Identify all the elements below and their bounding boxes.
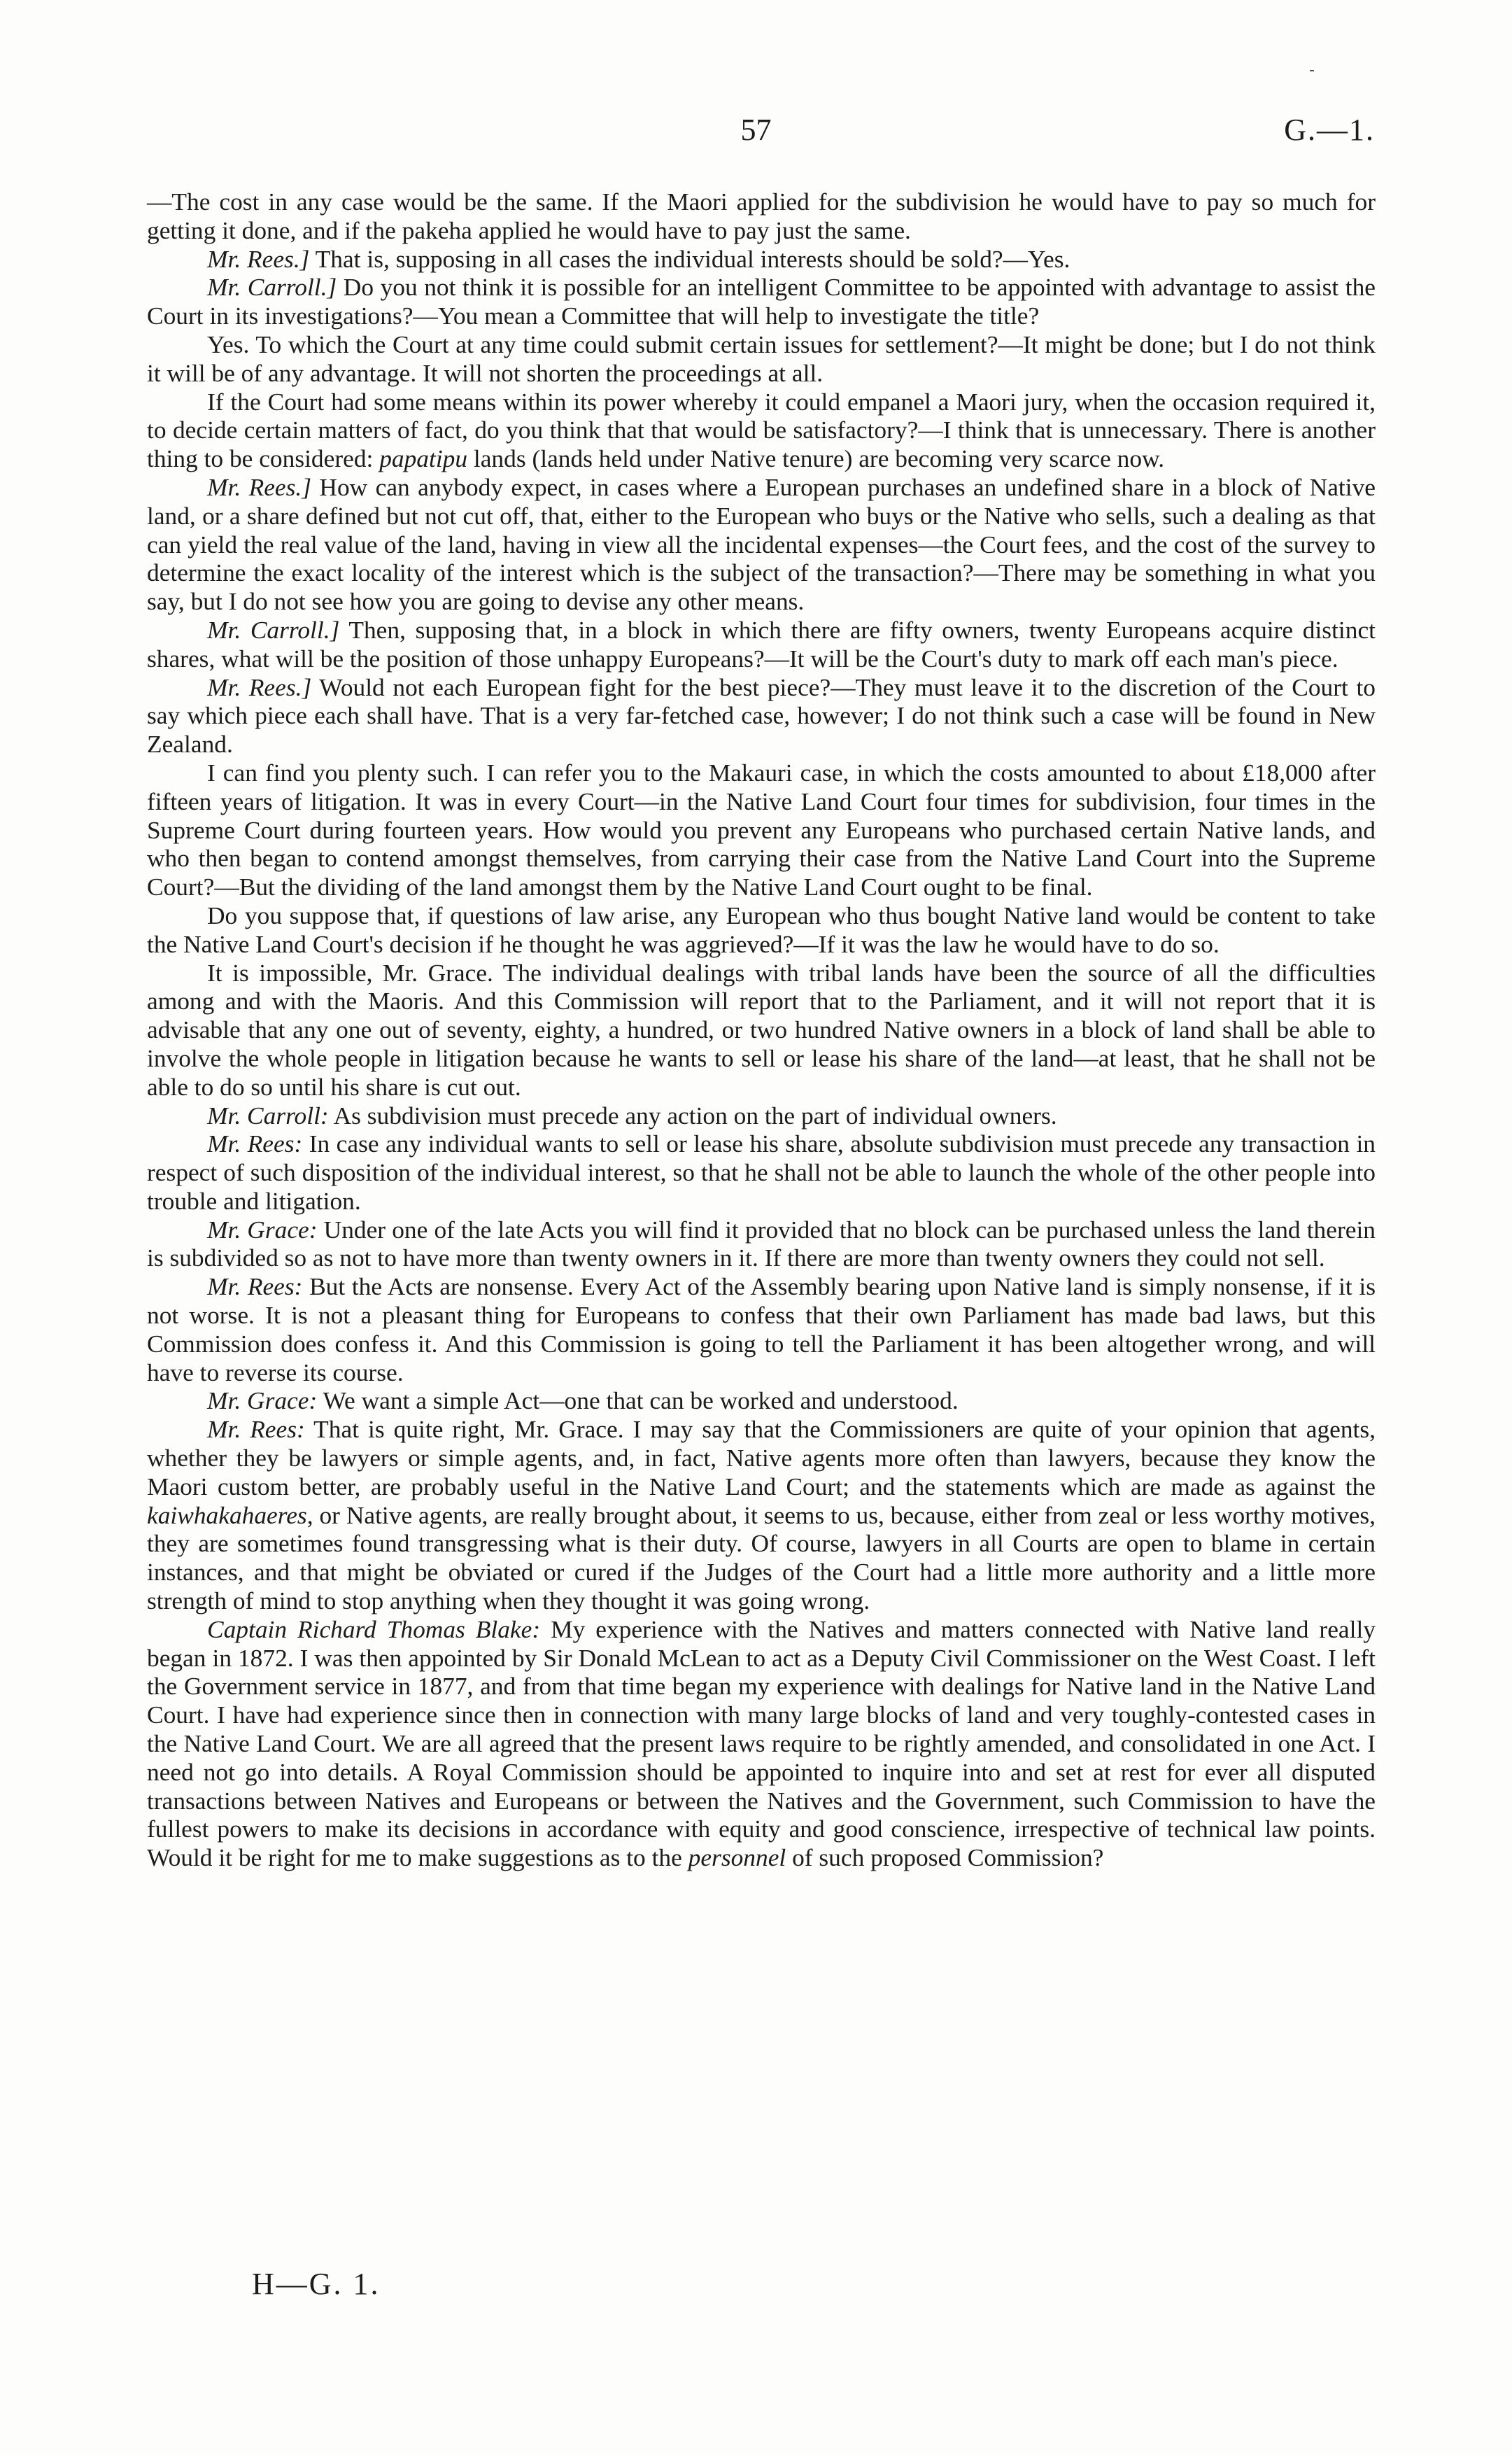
- paragraph-text-continued: lands (lands held under Native tenure) are becoming very scarce now.: [467, 444, 1165, 473]
- speaker-name: Mr. Rees:: [207, 1415, 305, 1444]
- speaker-name: Mr. Rees.]: [207, 244, 310, 273]
- paragraph-text: But the Acts are nonsense. Every Act of the Assembly bearing upon Native land is simply nonsense, if it is not worse. It is not a pleasant thing for Europeans to confess that their own Parliament has made bad laws, but this Commission does confess it. And this Commission is going to tell the Parliament it has been altogether wrong, and will have to reverse its course.: [147, 1272, 1376, 1386]
- paragraph: [147, 1216, 1376, 1273]
- document-body: [147, 188, 1376, 1872]
- paragraph-text: Do you suppose that, if questions of law arise, any European who thus bought Native land would be content to take the Native Land Court's decision if he thought he was aggrieved?—If it was the law he would have to do so.: [147, 901, 1376, 958]
- paragraph-text: I can find you plenty such. I can refer you to the Makauri case, in which the costs amounted to about £18,000 after fifteen years of litigation. It was in every Court—in the Native Land Court four times for subdivision, four times in the Supreme Court during fourteen years. How would you prevent any Europeans who purchased certain Native lands, and who then began to contend amongst themselves, from carrying their case from the Native Land Court into the Supreme Court?—But the dividing of the land amongst them by the Native Land Court ought to be final.: [147, 758, 1376, 901]
- paragraph: [147, 1386, 1376, 1415]
- paragraph: [147, 901, 1376, 959]
- paragraph-text: If the Court had some means within its power whereby it could empanel a Maori jury, when the occasion required it, to decide certain matters of fact, do you think that that would be satisfactory?—I think that is unnecessary. There is another thing to be considered:: [147, 387, 1376, 473]
- paragraph: [147, 616, 1376, 673]
- speaker-name: Mr. Carroll.]: [207, 273, 337, 302]
- paragraph-text: It is impossible, Mr. Grace. The individual dealings with tribal lands have been the source of all the difficulties among and with the Maoris. And this Commission will report that to the Parliament, and it will not report that it is advisable that any one out of seventy, eighty, a hundred, or two hundred Native owners in a block of land shall be able to involve the whole people in litigation because he wants to sell or lease his share of the land—at least, that he shall not be able to do so until his share is cut out.: [147, 958, 1376, 1101]
- paragraph: [147, 1272, 1376, 1386]
- paragraph: [147, 1615, 1376, 1872]
- paragraph: [147, 1130, 1376, 1215]
- paragraph: [147, 1102, 1376, 1130]
- paragraph: [147, 1415, 1376, 1615]
- italic-term: papatipu: [379, 444, 468, 473]
- speaker-name: Captain Richard Thomas Blake:: [207, 1615, 541, 1643]
- paragraph-text: As subdivision must precede any action on the part of individual owners.: [328, 1101, 1057, 1130]
- paragraph: [147, 388, 1376, 473]
- document-reference: G.—1.: [1284, 113, 1375, 147]
- paragraph: [147, 188, 1376, 245]
- paragraph-text: My experience with the Natives and matters connected with Native land really began in 1872. I was then appointed by Sir Donald McLean to act as a Deputy Civil Commissioner on the West Coast. I left the Government service in 1877, and from that time began my experience with dealings for Native land in the Native Land Court. I have had experience since then in connection with many large blocks of land and very toughly-contested cases in the Native Land Court. We are all agreed that the present laws require to be rightly amended, and consolidated in one Act. I need not go into details. A Royal Commission should be appointed to inquire into and set at rest for ever all disputed transactions between Natives and Europeans or between the Natives and the Government, such Commission to have the fullest powers to make its decisions in accordance with equity and good conscience, irrespective of technical law points. Would it be right for me to make suggestions as to the: [147, 1615, 1376, 1872]
- paragraph-text: Do you not think it is possible for an intelligent Committee to be appointed with advantage to assist the Court in its investigations?—You mean a Committee that will help to investigate the title?: [147, 273, 1376, 330]
- paragraph-text: Yes. To which the Court at any time could submit certain issues for settlement?—It might be done; but I do not think it will be of any advantage. It will not shorten the proceedings at all.: [147, 330, 1376, 387]
- speaker-name: Mr. Rees:: [207, 1130, 303, 1158]
- paragraph: [147, 673, 1376, 759]
- paragraph-text: Under one of the late Acts you will find it provided that no block can be purchased unless the land therein is subdivided so as not to have more than twenty owners in it. If there are more than twenty owners they could not sell.: [147, 1215, 1376, 1272]
- paragraph-text: How can anybody expect, in cases where a European purchases an undefined share in a block of Native land, or a share defined but not cut off, that, either to the European who buys or the Native who sells, such a dealing as that can yield the real value of the land, having in view all the incidental expenses—the Court fees, and the cost of the survey to determine the exact locality of the interest which is the subject of the transaction?—There may be something in what you say, but I do not see how you are going to devise any other means.: [147, 472, 1376, 616]
- paragraph-text: That is quite right, Mr. Grace. I may say that the Commissioners are quite of your opinion that agents, whether they be lawyers or simple agents, and, in fact, Native agents more often than lawyers, because they know the Maori custom better, are probably useful in the Native Land Court; and the statements which are made as against the: [147, 1415, 1376, 1500]
- paragraph-text: Would not each European fight for the best piece?—They must leave it to the discretion of the Court to say which piece each shall have. That is a very far-fetched case, however; I do not think such a case will be found in New Zealand.: [147, 673, 1376, 759]
- italic-term: kaiwhakahaeres: [147, 1500, 307, 1529]
- signature-mark: H—G. 1.: [252, 2267, 381, 2301]
- speaker-name: Mr. Rees.]: [207, 673, 312, 701]
- speaker-name: Mr. Carroll:: [207, 1101, 329, 1130]
- speaker-name: Mr. Rees.]: [207, 472, 312, 501]
- paragraph: [147, 759, 1376, 901]
- paragraph: [147, 273, 1376, 330]
- paragraph-text: In case any individual wants to sell or lease his share, absolute subdivision must precede any transaction in respect of such disposition of the individual interest, so that he shall not be able to launch the whole of the other people into trouble and litigation.: [147, 1130, 1376, 1215]
- paragraph: [147, 473, 1376, 616]
- paragraph-text-continued: of such proposed Commission?: [786, 1843, 1104, 1872]
- speaker-name: Mr. Rees:: [207, 1272, 303, 1301]
- page-number: 57: [740, 113, 772, 147]
- speaker-name: Mr. Grace:: [207, 1386, 318, 1415]
- paragraph-text-continued: , or Native agents, are really brought about, it seems to us, because, either from zeal or less worthy motives, they are sometimes found transgressing what is their duty. Of course, lawyers in all Courts are open to blame in certain instances, and that might be obviated or cured if the Judges of the Court had a little more authority and a little more strength of mind to stop anything when they thought it was going wrong.: [147, 1500, 1376, 1615]
- paragraph-text: Then, supposing that, in a block in which there are fifty owners, twenty Europeans acquire distinct shares, what will be the position of those unhappy Europeans?—It will be the Court's duty to mark off each man's piece.: [147, 615, 1376, 673]
- speaker-name: Mr. Carroll.]: [207, 615, 340, 644]
- speaker-name: Mr. Grace:: [207, 1215, 318, 1244]
- paragraph-text: We want a simple Act—one that can be worked and understood.: [317, 1386, 959, 1415]
- italic-term: personnel: [688, 1843, 786, 1872]
- paragraph-text: —The cost in any case would be the same. If the Maori applied for the subdivision he would have to pay so much for getting it done, and if the pakeha applied he would have to pay just the same.: [147, 188, 1376, 244]
- scan-mark: [1310, 70, 1314, 71]
- paragraph-text: That is, supposing in all cases the individual interests should be sold?—Yes.: [309, 244, 1071, 273]
- paragraph: [147, 245, 1376, 274]
- paragraph: [147, 959, 1376, 1102]
- paragraph: [147, 330, 1376, 388]
